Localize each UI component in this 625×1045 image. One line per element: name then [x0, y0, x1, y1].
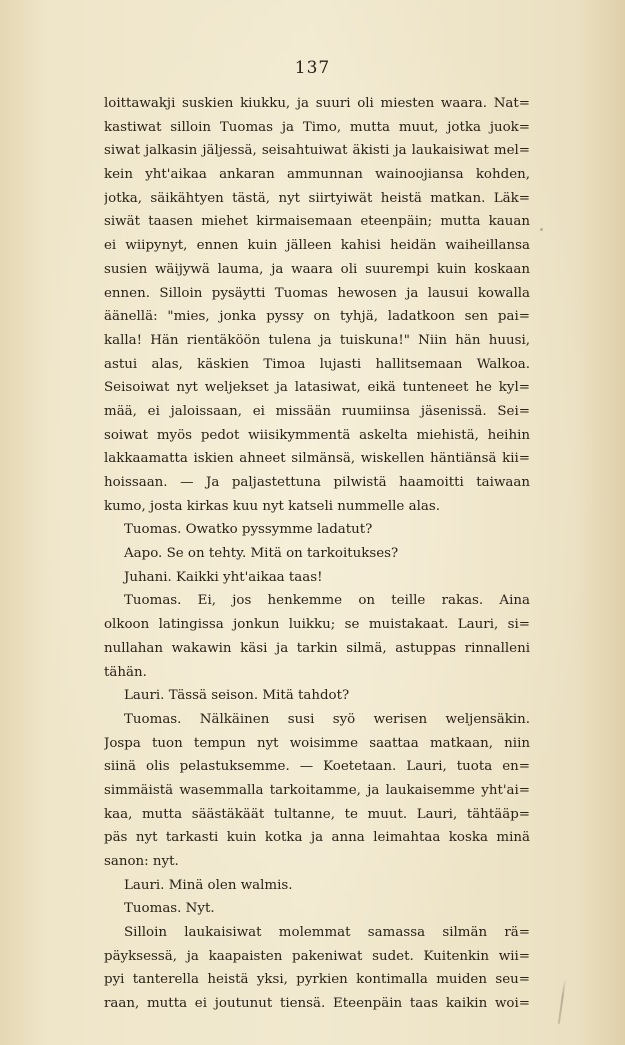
text-line: lakkaamatta iskien ahneet silmänsä, wiskellen häntiänsä kii= [104, 451, 530, 467]
text-line: äänellä: "mies, jonka pyssy on tyhjä, ladatkoon sen pai= [104, 309, 530, 325]
pencil-mark [558, 978, 566, 1024]
text-line: nullahan wakawin käsi ja tarkin silmä, astuppas rinnalleni [104, 640, 530, 656]
text-line: Tuomas. Ei, jos henkemme on teille rakas. Aina [124, 593, 530, 609]
paper-speck [540, 228, 543, 231]
text-line: susien wäijywä lauma, ja waara oli suurempi kuin koskaan [104, 261, 530, 277]
text-line: simmäistä wasemmalla tarkoitamme, ja laukaisemme yht'ai= [104, 782, 530, 798]
body-text [104, 92, 530, 1016]
text-line: Tuomas. Nyt. [124, 901, 215, 917]
text-line: kein yht'aikaa ankaran ammunnan wainoojiansa kohden, [104, 167, 530, 183]
text-line: loittawakji suskien kiukku, ja suuri oli miesten waara. Nat= [104, 96, 530, 111]
text-line: ennen. Silloin pysäytti Tuomas hewosen ja lausui kowalla [104, 285, 530, 301]
text-line: Juhani. Kaikki yht'aikaa taas! [124, 569, 323, 585]
text-line: siwät taasen miehet kirmaisemaan eteenpäin; mutta kauan [104, 214, 530, 230]
text-line: Tuomas. Owatko pyssymme ladatut? [124, 522, 373, 538]
text-line: pyi tanterella heistä yksi, pyrkien kontimalla muiden seu= [104, 972, 530, 988]
text-line: päs nyt tarkasti kuin kotka ja anna leimahtaa koska minä [104, 830, 530, 846]
page-number: 137 [294, 58, 331, 78]
text-line: kaa, mutta säästäkäät tultanne, te muut. Lauri, tähtääp= [104, 806, 530, 822]
text-line: mää, ei jaloissaan, ei missään ruumiinsa jäsenissä. Sei= [104, 403, 530, 419]
text-line: Lauri. Minä olen walmis. [124, 877, 293, 893]
text-line: päyksessä, ja kaapaisten pakeniwat sudet. Kuitenkin wii= [104, 948, 530, 964]
text-line: soiwat myös pedot wiisikymmentä askelta miehistä, heihin [104, 427, 530, 443]
text-line: Lauri. Tässä seison. Mitä tahdot? [124, 688, 350, 704]
text-line: sanon: nyt. [104, 854, 179, 869]
text-line: ei wiipynyt, ennen kuin jälleen kahisi heidän waiheillansa [104, 238, 530, 254]
text-line: Jospa tuon tempun nyt woisimme saattaa matkaan, niin [104, 735, 530, 751]
text-line: Silloin laukaisiwat molemmat samassa silmän rä= [124, 925, 530, 941]
text-line: siwat jalkasin jäljessä, seisahtuiwat äkisti ja laukaisiwat mel= [104, 143, 530, 159]
text-line: kumo, josta kirkas kuu nyt katseli nummelle alas. [104, 498, 440, 514]
text-line: kalla! Hän rientäköön tulena ja tuiskuna!" Niin hän huusi, [104, 332, 530, 348]
text-line: olkoon latingissa jonkun luikku; se muistakaat. Lauri, si= [104, 617, 530, 633]
text-line: hoissaan. — Ja paljastettuna pilwistä haamoitti taiwaan [104, 475, 530, 490]
text-line: tähän. [104, 664, 147, 680]
text-line: Tuomas. Nälkäinen susi syö werisen weljensäkin. [124, 711, 530, 727]
text-line: Aapo. Se on tehty. Mitä on tarkoitukses? [124, 546, 399, 562]
text-line: siinä olis pelastuksemme. — Koetetaan. Lauri, tuota en= [104, 759, 530, 775]
text-line: kastiwat silloin Tuomas ja Timo, mutta muut, jotka juok= [104, 119, 530, 135]
text-line: Seisoiwat nyt weljekset ja latasiwat, eikä tunteneet he kyl= [104, 380, 530, 396]
text-line: jotka, säikähtyen tästä, nyt siirtyiwät heistä matkan. Läk= [104, 190, 530, 206]
text-line: raan, mutta ei joutunut tiensä. Eteenpäin taas kaikin woi= [104, 996, 530, 1012]
text-line: astui alas, käskien Timoa lujasti hallitsemaan Walkoa. [104, 356, 530, 372]
